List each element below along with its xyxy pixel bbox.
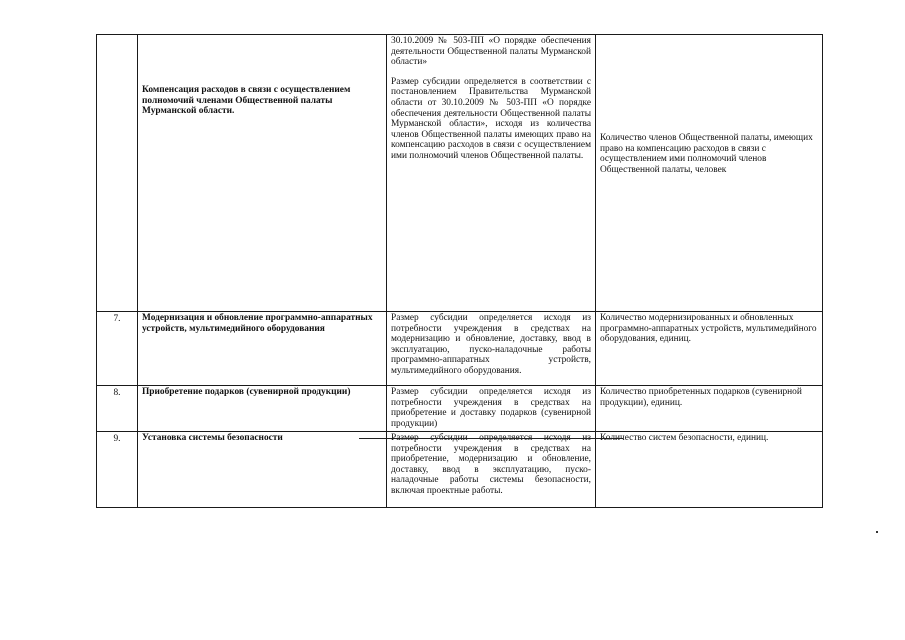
row-name-cell <box>138 432 387 508</box>
row-name: Модернизация и обновление программно-аппаратных устройств, мультимедийного оборудования <box>142 313 373 334</box>
row-name-cell <box>138 35 387 312</box>
row-description-paragraph: Размер субсидии определяется в соответствии с постановлением Правительства Мурманской области от 30.10.2009 № 503-ПП «О порядке обеспечения деятельности Общественной палаты Мурманской области», исходя из количества членов Общественной палаты имеющих право на компенсацию расходов в связи с осуществлением ими полномочий членов Общественной палаты. <box>391 76 591 161</box>
row-description-paragraph: Размер субсидии определяется исходя из потребности учреждения в средствах на приобретение и доставку подарков (сувенирной продукции) <box>391 387 591 429</box>
row-name-cell <box>138 312 387 386</box>
row-indicator: Количество систем безопасности, единиц. <box>600 433 769 443</box>
row-description-cell <box>387 312 596 386</box>
subsidy-table <box>96 34 823 508</box>
row-description-paragraph: Размер субсидии определяется исходя из потребности учреждения в средствах на модернизацию и обновление, доставку, ввод в эксплуатацию, пуско-наладочные работы программно-аппаратных устройств, мультимедийного оборудования. <box>391 313 591 376</box>
row-name: Компенсация расходов в связи с осуществлением полномочий членами Общественной палаты Мурманской области. <box>142 85 351 117</box>
row-indicator-cell <box>596 386 823 432</box>
row-description-paragraph: Размер субсидии определяется исходя из потребности учреждения в средствах на приобретение, модернизацию и обновление, доставку, ввод в эксплуатацию, пуско-наладочные работы системы безопасности, включая проектные работы. <box>391 433 591 496</box>
row-indicator: Количество приобретенных подарков (сувенирной продукции), единиц. <box>600 387 802 408</box>
row-name: Установка системы безопасности <box>142 433 283 443</box>
row-name-cell <box>138 386 387 432</box>
row-indicator: Количество модернизированных и обновленных программно-аппаратных устройств, мультимедийного оборудования, единиц. <box>600 313 817 345</box>
row-indicator-cell <box>596 35 823 312</box>
row-description-cell <box>387 386 596 432</box>
table-row <box>97 35 823 312</box>
row-description-paragraph: 30.10.2009 № 503-ПП «О порядке обеспечения деятельности Общественной палаты Мурманской области» <box>391 36 591 68</box>
row-number: 9. <box>97 432 138 508</box>
row-number: 8. <box>97 386 138 432</box>
footer-divider <box>359 438 623 439</box>
row-description-cell <box>387 35 596 312</box>
table-row <box>97 386 823 432</box>
row-indicator: Количество членов Общественной палаты, имеющих право на компенсацию расходов в связи с осуществлением ими полномочий членов Общественной палаты, человек <box>600 133 813 175</box>
row-description-cell <box>387 432 596 508</box>
row-indicator-cell <box>596 312 823 386</box>
row-number <box>97 35 138 312</box>
table-row <box>97 432 823 508</box>
row-number: 7. <box>97 312 138 386</box>
row-indicator-cell <box>596 432 823 508</box>
row-name: Приобретение подарков (сувенирной продукции) <box>142 387 351 397</box>
scan-speck <box>876 531 878 533</box>
table-row <box>97 312 823 386</box>
